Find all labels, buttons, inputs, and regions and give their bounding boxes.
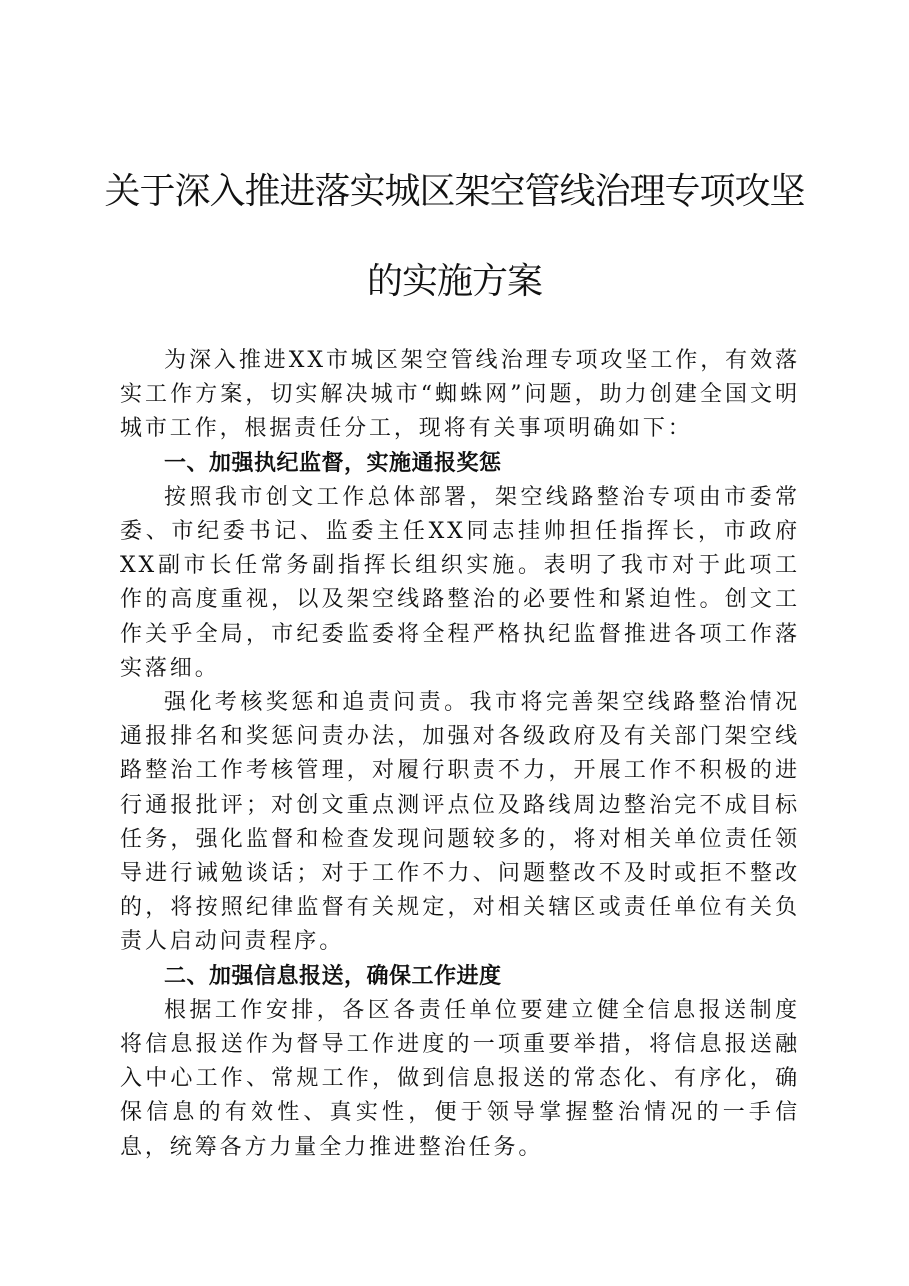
intro-paragraph: 为深入推进XX市城区架空管线治理专项攻坚工作，有效落实工作方案，切实解决城市“蜘蛛网”问题，助力创建全国文明城市工作，根据责任分工，现将有关事项明确如下： — [120, 348, 800, 442]
section-1-paragraph-1: 按照我市创文工作总体部署，架空线路整治专项由市委常委、市纪委书记、监委主任XX同志挂帅担任指挥长，市政府XX副市长任常务副指挥长组织实施。表明了我市对于此项工作的高度重视，以及架空线路整治的必要性和紧迫性。创文工作关乎全局，市纪委监委将全程严格执纪监督推进各项工作落实落细。 — [120, 484, 800, 681]
section-1-heading: 一、加强执纪监督，实施通报奖惩 — [164, 450, 502, 476]
section-2-paragraph-1: 根据工作安排，各区各责任单位要建立健全信息报送制度将信息报送作为督导工作进度的一项重要举措，将信息报送融入中心工作、常规工作，做到信息报送的常态化、有序化，确保信息的有效性、真实性，便于领导掌握整治情况的一手信息，统筹各方力量全力推进整治任务。 — [120, 997, 800, 1160]
document-title-line-1: 关于深入推进落实城区架空管线治理专项攻坚 — [104, 171, 805, 212]
section-1-paragraph-2: 强化考核奖惩和追责问责。我市将完善架空线路整治情况通报排名和奖惩问责办法，加强对各级政府及有关部门架空线路整治工作考核管理，对履行职责不力，开展工作不积极的进行通报批评；对创文重点测评点位及路线周边整治完不成目标任务，强化监督和检查发现问题较多的，将对相关单位责任领导进行诫勉谈话；对于工作不力、问题整改不及时或拒不整改的，将按照纪律监督有关规定，对相关辖区或责任单位有关负责人启动问责程序。 — [120, 690, 800, 955]
document-title-line-2: 的实施方案 — [366, 261, 542, 302]
document-body — [120, 344, 800, 1165]
section-2-heading: 二、加强信息报送，确保工作进度 — [164, 963, 502, 989]
